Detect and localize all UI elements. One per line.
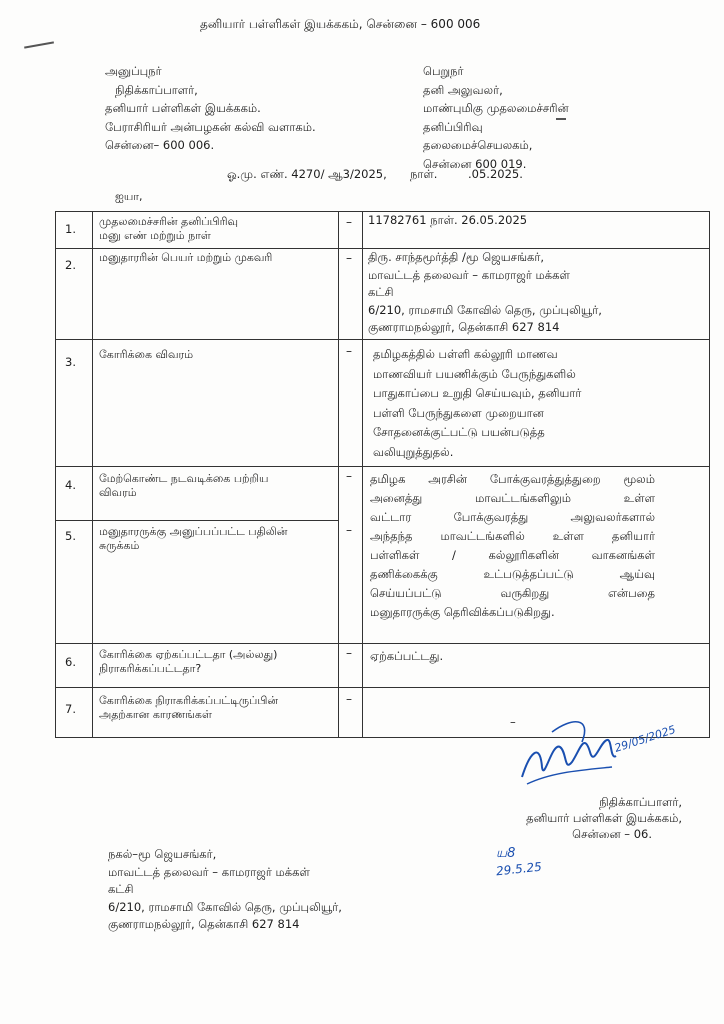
row-label: மேற்கொண்ட நடவடிக்கை பற்றிய விவரம்	[99, 472, 269, 499]
copy-line: 6/210, ராமசாமி கோவில் தெரு, முப்புலியூர்,	[108, 899, 342, 914]
table-divider	[362, 211, 363, 738]
row-label: கோரிக்கை நிராகரிக்கப்பட்டிருப்பின் அதற்கான காரணங்கள்	[99, 694, 279, 721]
copy-to-block	[108, 846, 342, 934]
row-value: திரு. சாந்தமூர்த்தி /மூ ஜெயசங்கர், மாவட்டத் தலைவர் – காமராஜர் மக்கள் கட்சி 6/210, ராமசாமி கோவில் தெரு, முப்புலியூர், குணராமநல்லூர், தென்காசி 627 814	[368, 250, 602, 334]
office-header: தனியார் பள்ளிகள் இயக்ககம், சென்னை – 600 006	[200, 17, 481, 31]
recipient-line: தனிப்பிரிவு	[423, 119, 483, 134]
action-line: அந்தந்த மாவட்டங்களில் உள்ள தனியார்	[370, 529, 655, 543]
table-border	[55, 211, 56, 738]
row-dash: –	[346, 215, 352, 229]
row-dash: –	[346, 523, 352, 537]
copy-line: மாவட்டத் தலைவர் – காமராஜர் மக்கள்	[108, 864, 310, 879]
row-divider	[55, 466, 710, 467]
action-taken-text	[370, 470, 655, 622]
row-number: 3.	[65, 355, 76, 369]
sender-line: தனியார் பள்ளிகள் இயக்ககம்.	[105, 101, 261, 115]
row-dash: –	[346, 344, 352, 358]
copy-line: குணராமநல்லூர், தென்காசி 627 814	[108, 917, 300, 931]
row-number: 6.	[65, 655, 76, 669]
row-number: 7.	[65, 702, 76, 716]
salutation: ஐயா,	[115, 190, 143, 203]
row-dash: –	[346, 646, 352, 660]
row-label: மனுதாரரின் பெயர் மற்றும் முகவரி	[99, 251, 273, 264]
table-divider	[338, 211, 339, 738]
row-label: கோரிக்கை விவரம்	[99, 348, 194, 361]
row-number: 1.	[65, 222, 76, 236]
row-value: –	[510, 715, 516, 729]
row-divider	[55, 520, 338, 521]
reference-date: .05.2025.	[468, 167, 523, 181]
sender-line: நிதிக்காப்பாளர்,	[115, 82, 198, 97]
row-dash: –	[346, 251, 352, 265]
recipient-line: சென்னை 600 019.	[423, 156, 527, 171]
details-table	[55, 211, 710, 738]
signature-block	[526, 794, 682, 842]
pen-mark	[24, 41, 54, 48]
initial-note: ய8 29.5.25	[495, 846, 543, 879]
table-border	[709, 211, 710, 738]
sender-label: அனுப்புநர்	[105, 64, 162, 78]
row-divider	[55, 339, 710, 340]
sender-line: சென்னை– 600 006.	[105, 138, 215, 152]
row-dash: –	[346, 692, 352, 706]
row-value: ஏற்கப்பட்டது.	[370, 649, 444, 663]
action-line: செய்யப்பட்டு வருகிறது என்பதை	[370, 586, 655, 600]
signatory-city: சென்னை – 06.	[572, 827, 652, 841]
row-value: தமிழகத்தில் பள்ளி கல்லூரி மாணவ மாணவியர் பயணிக்கும் பேருந்துகளில் பாதுகாப்பை உறுதி செய்யவும், தனியார் பள்ளி பேருந்துகளை முறையான சோதனைக்குட்பட்டு பயன்படுத்த வலியுறுத்துதல்.	[373, 347, 582, 459]
row-dash: –	[346, 469, 352, 483]
recipient-line: தனி அலுவலர்,	[423, 82, 503, 97]
signature-scribble	[512, 712, 682, 792]
action-line: வட்டார போக்குவரத்து அலுவலர்களால்	[370, 510, 655, 524]
action-line: மனுதாரருக்கு தெரிவிக்கப்படுகிறது.	[370, 605, 555, 619]
recipient-block	[423, 62, 569, 173]
row-label: கோரிக்கை ஏற்கப்பட்டதா (அல்லது) நிராகரிக்கப்பட்டதா?	[99, 648, 278, 675]
row-value: 11782761 நாள். 26.05.2025	[368, 213, 528, 227]
action-line: பள்ளிகள் / கல்லூரிகளின் வாகனங்கள்	[370, 548, 655, 562]
row-number: 2.	[65, 258, 76, 272]
signatory-title: நிதிக்காப்பாளர்,	[599, 795, 682, 809]
action-line: தணிக்கைக்கு உட்படுத்தப்பட்டு ஆய்வு	[370, 567, 655, 581]
recipient-label: பெறுநர்	[423, 64, 464, 78]
reference-number: ஓ.மு. எண். 4270/ ஆ3/2025,	[227, 167, 387, 181]
copy-line: கட்சி	[108, 882, 134, 896]
recipient-line: மாண்புமிகு முதலமைச்சரின்	[423, 101, 569, 115]
signatory-office: தனியார் பள்ளிகள் இயக்ககம்,	[526, 811, 682, 825]
sender-block	[105, 62, 316, 155]
row-divider	[55, 687, 710, 688]
copy-line: நகல்–மூ ஜெயசங்கர்,	[108, 847, 217, 861]
row-divider	[55, 643, 710, 644]
reference-date-label: நாள்.	[410, 167, 438, 181]
recipient-line: தலைமைச்செயலகம்,	[423, 138, 533, 152]
row-label: முதலமைச்சரின் தனிப்பிரிவு மனு எண் மற்றும் நாள்	[99, 215, 239, 242]
table-divider	[92, 211, 93, 738]
signature-date: 29/05/2025	[612, 722, 678, 755]
row-number: 4.	[65, 478, 76, 492]
sender-line: பேராசிரியர் அன்பழகன் கல்வி வளாகம்.	[105, 119, 316, 134]
row-label: மனுதாரருக்கு அனுப்பப்பட்ட பதிலின் சுருக்கம்	[99, 525, 288, 552]
action-line: தமிழக அரசின் போக்குவரத்துத்துறை மூலம்	[370, 472, 655, 486]
row-number: 5.	[65, 529, 76, 543]
action-line: அனைத்து மாவட்டங்களிலும் உள்ள	[370, 491, 655, 505]
